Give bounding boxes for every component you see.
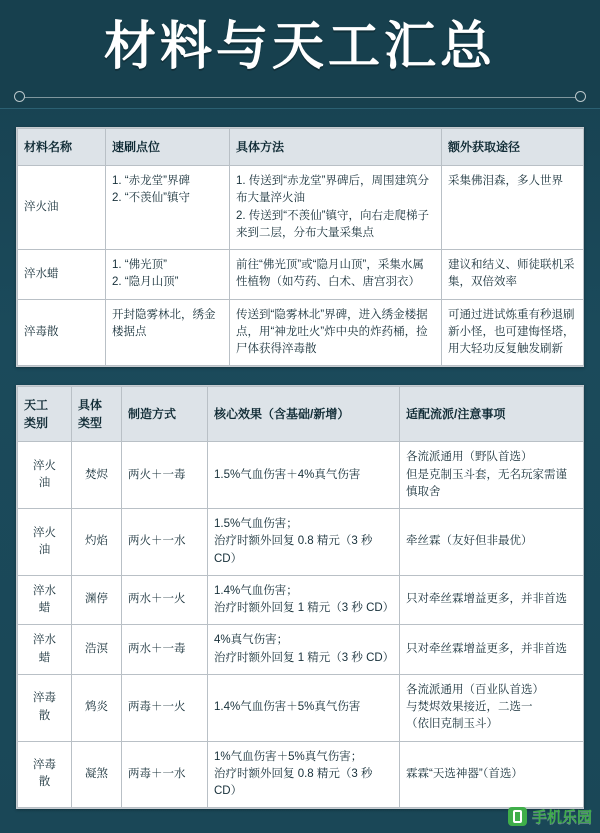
page-title: 材料与天工汇总 xyxy=(103,17,496,77)
note-line: 但是克制玉斗套，无名玩家需谨慎取舍 xyxy=(406,468,567,498)
cell-effect xyxy=(208,625,400,675)
column-header-method: 具体方法 xyxy=(230,129,442,166)
table-row xyxy=(18,442,584,509)
table-row xyxy=(18,509,584,576)
column-header-craft-category xyxy=(18,387,72,442)
cell-craft-type: 鸩炎 xyxy=(72,674,122,741)
category-line: 散 xyxy=(38,776,51,789)
effect-line: 治疗时额外回复 0.8 精元（3 秒 CD） xyxy=(214,535,373,565)
effect-line: 1.5%气血伤害； xyxy=(214,518,298,530)
cell-farm-spot xyxy=(106,299,230,366)
phone-icon xyxy=(508,807,527,826)
note-line: 牵丝霖（友好但非最优） xyxy=(406,535,533,548)
cell-extra-source: 采集佛泪森，多人世界 xyxy=(442,166,584,250)
materials-table-container xyxy=(16,127,584,367)
craft-table-container xyxy=(16,385,584,809)
header-dot-right-icon xyxy=(575,91,586,102)
method-line: 前往“佛光顶”或“隐月山顶”，采集水属性植物（如芍药、白术、唐宫羽衣） xyxy=(236,259,424,289)
cell-craft-category xyxy=(18,741,72,808)
table-row xyxy=(18,741,584,808)
column-header-farm-spot: 速刷点位 xyxy=(106,129,230,166)
category-line: 淬水 xyxy=(33,634,56,647)
method-line: 传送到“隐雾林北”界碑，进入绣金楼据点，用“神龙吐火”炸中央的炸药桶，捡尸体获得淬毒散 xyxy=(236,308,428,355)
note-line: 霖霖“天选神器”（首选） xyxy=(406,767,523,780)
cell-note xyxy=(400,674,584,741)
craft-table xyxy=(17,386,584,808)
category-line: 蜡 xyxy=(38,651,51,664)
spot-line: 2. “不羡仙”镇守 xyxy=(112,192,190,205)
cell-note xyxy=(400,625,584,675)
materials-table-head xyxy=(18,129,584,166)
effect-line: 4%真气伤害； xyxy=(214,634,289,647)
craft-table-body xyxy=(18,442,584,808)
column-header-recipe: 制造方式 xyxy=(122,387,208,442)
cell-note xyxy=(400,575,584,625)
note-line: 与焚烬效果接近，二选一 xyxy=(406,701,533,713)
cell-material-name: 淬火油 xyxy=(18,166,106,250)
cell-recipe: 两毒＋一火 xyxy=(122,674,208,741)
note-line: 只对牵丝霖增益更多，并非首选 xyxy=(406,642,567,655)
cell-method xyxy=(230,166,442,250)
materials-table-body xyxy=(18,166,584,366)
cell-material-name: 淬毒散 xyxy=(18,299,106,366)
cell-craft-category xyxy=(18,625,72,675)
poster-header xyxy=(0,0,600,109)
table-header-row xyxy=(18,387,584,442)
cell-craft-type: 凝煞 xyxy=(72,741,122,808)
method-line: 1. 传送到“赤龙堂”界碑后，周围建筑分布大量淬火油 xyxy=(236,175,429,205)
category-line: 油 xyxy=(38,477,51,490)
effect-line: 治疗时额外回复 1 精元（3 秒 CD） xyxy=(214,651,395,664)
cell-effect xyxy=(208,674,400,741)
note-line: （依旧克制玉斗） xyxy=(406,718,498,731)
method-line: 2. 传送到“不羡仙”镇守，向右走爬梯子来到二层，分布大量采集点 xyxy=(236,209,429,239)
cell-craft-type: 焚烬 xyxy=(72,442,122,509)
watermark-label: 手机乐园 xyxy=(531,809,592,826)
effect-line: 治疗时额外回复 0.8 精元（3 秒 CD） xyxy=(214,767,373,797)
cell-note xyxy=(400,442,584,509)
column-header-craft-type xyxy=(72,387,122,442)
cell-method xyxy=(230,250,442,300)
category-line: 散 xyxy=(38,709,51,722)
header-line: 类型 xyxy=(78,416,103,431)
cell-effect xyxy=(208,442,400,509)
table-row xyxy=(18,575,584,625)
cell-farm-spot xyxy=(106,166,230,250)
category-line: 蜡 xyxy=(38,602,51,614)
cell-material-name: 淬水蜡 xyxy=(18,250,106,300)
table-row xyxy=(18,674,584,741)
column-header-material-name: 材料名称 xyxy=(18,129,106,166)
effect-line: 1.4%气血伤害； xyxy=(214,584,298,597)
cell-craft-type: 渊停 xyxy=(72,575,122,625)
cell-note xyxy=(400,509,584,576)
column-header-extra-source: 额外获取途径 xyxy=(442,129,584,166)
category-line: 淬火 xyxy=(33,526,56,539)
header-line: 类别 xyxy=(24,416,49,431)
cell-effect xyxy=(208,509,400,576)
table-row xyxy=(18,166,584,250)
cell-craft-category xyxy=(18,509,72,576)
spot-line: 1. “赤龙堂”界碑 xyxy=(112,175,190,187)
cell-effect xyxy=(208,575,400,625)
spot-line: 开封隐雾林北，绣金楼据点 xyxy=(112,308,216,338)
cell-craft-type: 浩溟 xyxy=(72,625,122,675)
header-line: 天工 xyxy=(24,398,49,413)
spot-line: 1. “佛光顶” xyxy=(112,259,167,271)
note-line: 各流派通用（野队首选） xyxy=(406,451,533,464)
cell-effect xyxy=(208,741,400,808)
note-line: 各流派通用（百业队首选） xyxy=(406,683,544,696)
cell-note xyxy=(400,741,584,808)
cell-method xyxy=(230,299,442,366)
category-line: 淬毒 xyxy=(33,759,56,772)
cell-craft-category xyxy=(18,674,72,741)
category-line: 淬火 xyxy=(33,459,56,472)
watermark xyxy=(508,806,592,827)
spot-line: 2. “隐月山顶” xyxy=(112,276,179,289)
effect-line: 1.5%气血伤害＋4%真气伤害 xyxy=(214,468,361,481)
cell-recipe: 两火＋一水 xyxy=(122,509,208,576)
effect-line: 1.4%气血伤害＋5%真气伤害 xyxy=(214,701,361,713)
category-line: 油 xyxy=(38,543,51,556)
cell-recipe: 两火＋一毒 xyxy=(122,442,208,509)
cell-extra-source: 建议和结义、师徒联机采集，双倍效率 xyxy=(442,250,584,300)
cell-recipe: 两水＋一毒 xyxy=(122,625,208,675)
cell-recipe: 两水＋一火 xyxy=(122,575,208,625)
effect-line: 治疗时额外回复 1 精元（3 秒 CD） xyxy=(214,602,395,614)
note-line: 只对牵丝霖增益更多，并非首选 xyxy=(406,593,567,606)
header-divider xyxy=(18,97,582,98)
craft-table-head xyxy=(18,387,584,442)
category-line: 淬毒 xyxy=(33,692,56,705)
column-header-note: 适配流派/注意事项 xyxy=(400,387,584,442)
table-row xyxy=(18,625,584,675)
cell-craft-type: 灼焰 xyxy=(72,509,122,576)
effect-line: 1%气血伤害＋5%真气伤害； xyxy=(214,750,363,763)
header-dot-left-icon xyxy=(14,91,25,102)
materials-table xyxy=(17,128,584,366)
category-line: 淬水 xyxy=(33,584,56,597)
header-line: 具体 xyxy=(78,398,103,413)
table-header-row xyxy=(18,129,584,166)
column-header-effect: 核心效果（含基础/新增） xyxy=(208,387,400,442)
cell-farm-spot xyxy=(106,250,230,300)
cell-recipe: 两毒＋一水 xyxy=(122,741,208,808)
table-row xyxy=(18,250,584,300)
table-row xyxy=(18,299,584,366)
cell-craft-category xyxy=(18,575,72,625)
cell-extra-source: 可通过进试炼重有秒退刷新小怪，也可建悔怪塔，用大轻功反复触发刷新 xyxy=(442,299,584,366)
cell-craft-category xyxy=(18,442,72,509)
